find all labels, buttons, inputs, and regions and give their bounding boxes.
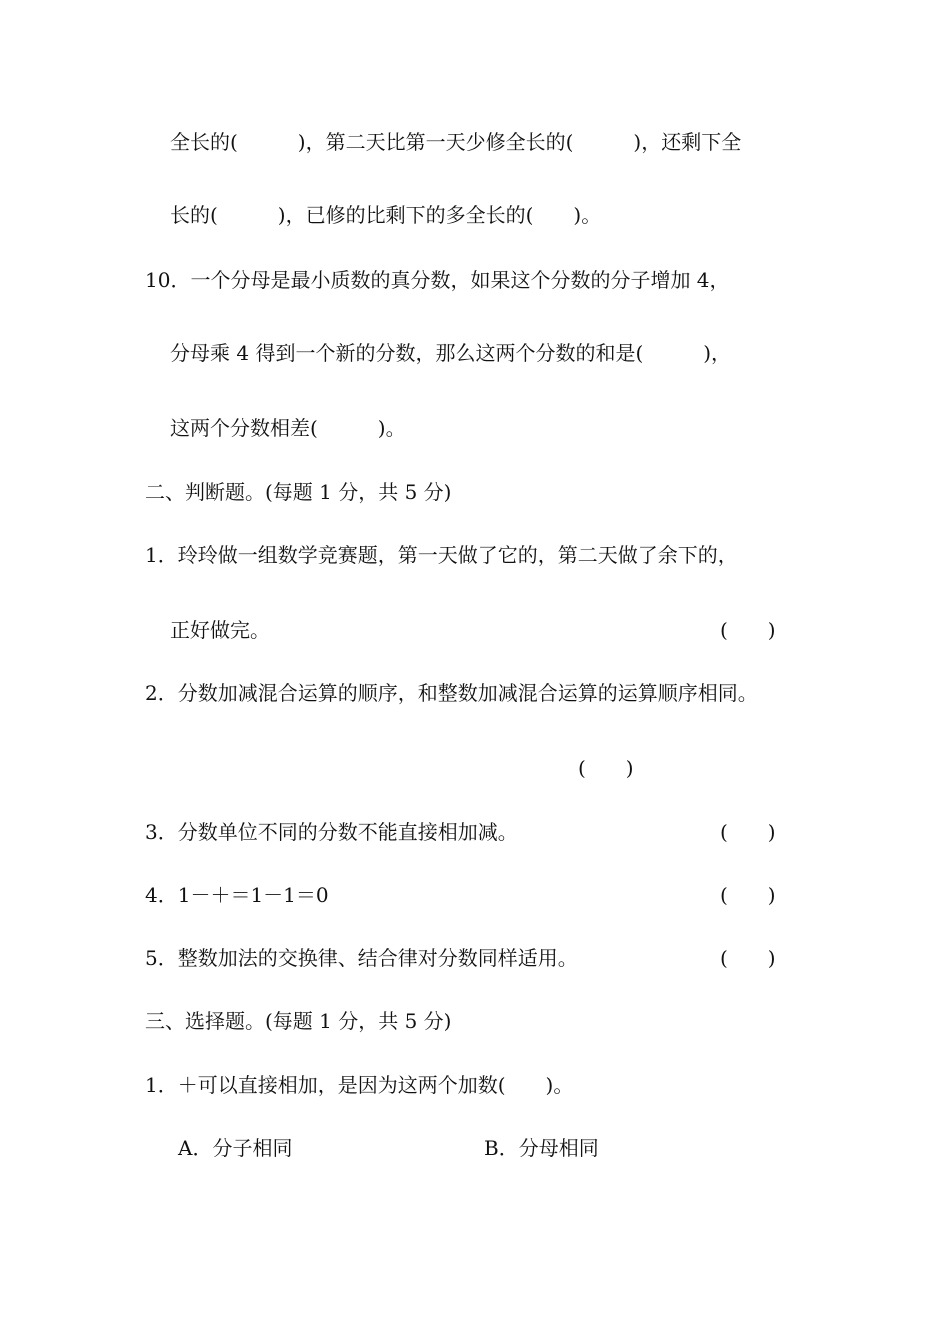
section-2-title: 二、判断题。(每题 1 分，共 5 分) xyxy=(145,480,452,504)
section-3-title: 三、选择题。(每题 1 分，共 5 分) xyxy=(145,1009,452,1033)
judge-q1-line-2: 正好做完。 xyxy=(170,618,270,642)
judge-q2-answer-blank: ( ) xyxy=(578,756,634,780)
judge-q1-line-1: 1．玲玲做一组数学竞赛题，第一天做了它的，第二天做了余下的， xyxy=(145,543,738,567)
judge-q5-answer-blank: ( ) xyxy=(720,946,776,970)
choice-q1-option-a: A．分子相同 xyxy=(178,1136,293,1160)
judge-q5: 5．整数加法的交换律、结合律对分数同样适用。 xyxy=(145,946,578,970)
question-10-line-2: 分母乘 4 得到一个新的分数，那么这两个分数的和是( )， xyxy=(170,341,732,365)
judge-q4-answer-blank: ( ) xyxy=(720,883,776,907)
choice-q1: 1．＋可以直接相加，是因为这两个加数( )。 xyxy=(145,1073,574,1097)
judge-q2: 2．分数加减混合运算的顺序，和整数加减混合运算的运算顺序相同。 xyxy=(145,681,758,705)
question-9-line-2: 长的( )，已修的比剩下的多全长的( )。 xyxy=(170,203,602,227)
judge-q4: 4．1－＋＝1－1＝0 xyxy=(145,883,329,907)
judge-q3-answer-blank: ( ) xyxy=(720,820,776,844)
question-10-line-1: 10．一个分母是最小质数的真分数，如果这个分数的分子增加 4， xyxy=(145,268,730,292)
judge-q3: 3．分数单位不同的分数不能直接相加减。 xyxy=(145,820,518,844)
question-9-line-1: 全长的( )，第二天比第一天少修全长的( )，还剩下全 xyxy=(170,130,742,154)
choice-q1-option-b: B．分母相同 xyxy=(484,1136,599,1160)
question-10-line-3: 这两个分数相差( )。 xyxy=(170,416,406,440)
judge-q1-answer-blank: ( ) xyxy=(720,618,776,642)
